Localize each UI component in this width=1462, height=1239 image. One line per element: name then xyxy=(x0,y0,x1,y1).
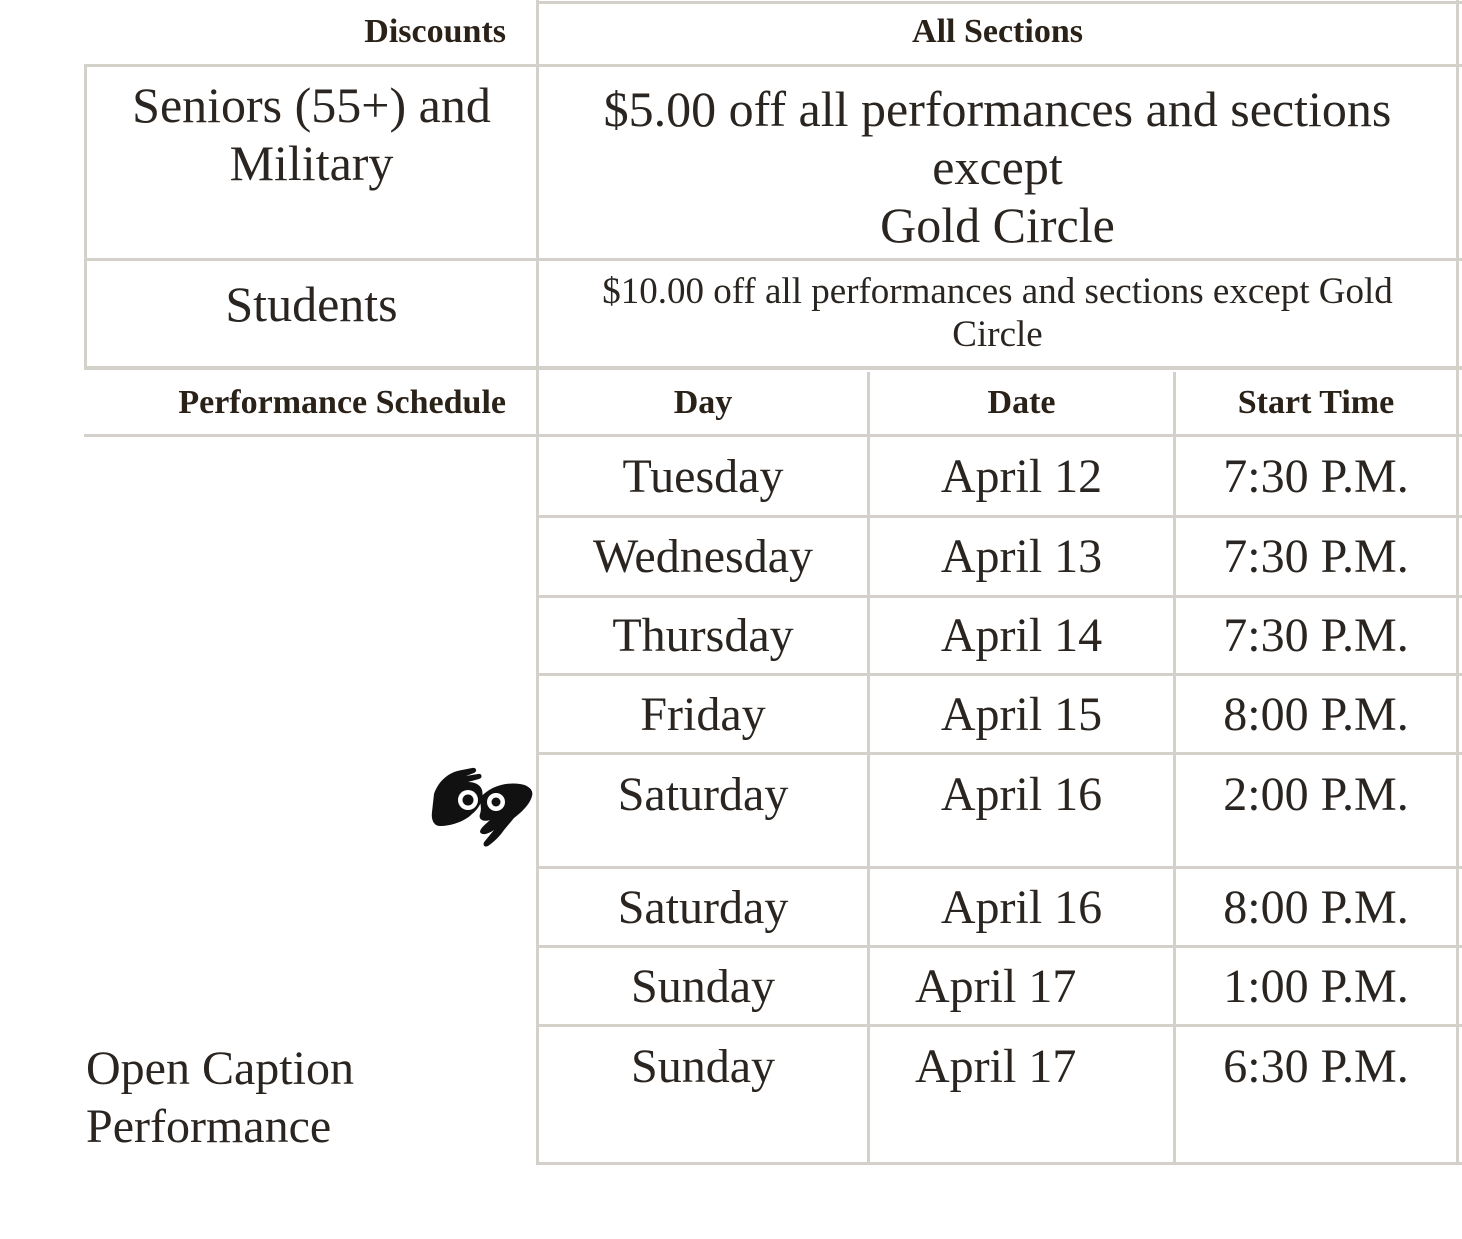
schedule-day: Thursday xyxy=(612,609,794,662)
discounts-header: Discounts xyxy=(364,13,506,50)
column-header-day: Day xyxy=(673,384,733,421)
schedule-title: Performance Schedule xyxy=(178,384,506,421)
schedule-time: 8:00 P.M. xyxy=(1223,880,1409,934)
divider xyxy=(539,1162,1462,1165)
column-header-date: Date xyxy=(987,384,1056,421)
schedule-time: 1:00 P.M. xyxy=(1223,959,1409,1013)
schedule-day: Saturday xyxy=(617,880,789,934)
schedule-date: April 15 xyxy=(940,687,1103,741)
schedule-day: Sunday xyxy=(631,959,775,1013)
schedule-date: April 13 xyxy=(940,530,1103,583)
schedule-time: 7:30 P.M. xyxy=(1223,530,1409,583)
schedule-date: April 16 xyxy=(940,767,1103,821)
schedule-date: April 12 xyxy=(940,449,1103,503)
schedule-time: 8:00 P.M. xyxy=(1223,687,1409,741)
seniors-military-label: Seniors (55+) and Military xyxy=(132,77,491,191)
schedule-time: 7:30 P.M. xyxy=(1223,609,1409,662)
schedule-table xyxy=(0,372,1462,1172)
divider xyxy=(1456,372,1459,1165)
schedule-date: April 16 xyxy=(940,880,1103,934)
schedule-day: Saturday xyxy=(617,767,789,821)
schedule-day: Friday xyxy=(640,687,766,741)
schedule-date: April 17 xyxy=(915,959,1077,1013)
schedule-day: Wednesday xyxy=(592,530,814,583)
seniors-military-offer: $5.00 off all performances and sections except Gold Circle xyxy=(603,81,1392,253)
open-caption-note: Open Caption Performance xyxy=(86,1042,354,1153)
students-label: Students xyxy=(225,275,398,332)
discounts-table xyxy=(0,0,1462,372)
schedule-time: 2:00 P.M. xyxy=(1223,767,1409,821)
schedule-time: 7:30 P.M. xyxy=(1223,449,1409,503)
schedule-day: Sunday xyxy=(631,1039,775,1093)
divider xyxy=(84,366,1462,370)
divider xyxy=(84,64,1462,67)
divider xyxy=(1456,0,1459,372)
schedule-date: April 17 xyxy=(915,1039,1077,1093)
sign-language-interpreter-icon xyxy=(428,764,536,856)
students-offer: $10.00 off all performances and sections except Gold Circle xyxy=(602,271,1393,355)
schedule-time: 6:30 P.M. xyxy=(1223,1039,1409,1093)
column-header-start-time: Start Time xyxy=(1237,384,1395,421)
schedule-day: Tuesday xyxy=(622,449,784,503)
all-sections-header: All Sections xyxy=(912,13,1083,50)
schedule-date: April 14 xyxy=(940,609,1103,662)
